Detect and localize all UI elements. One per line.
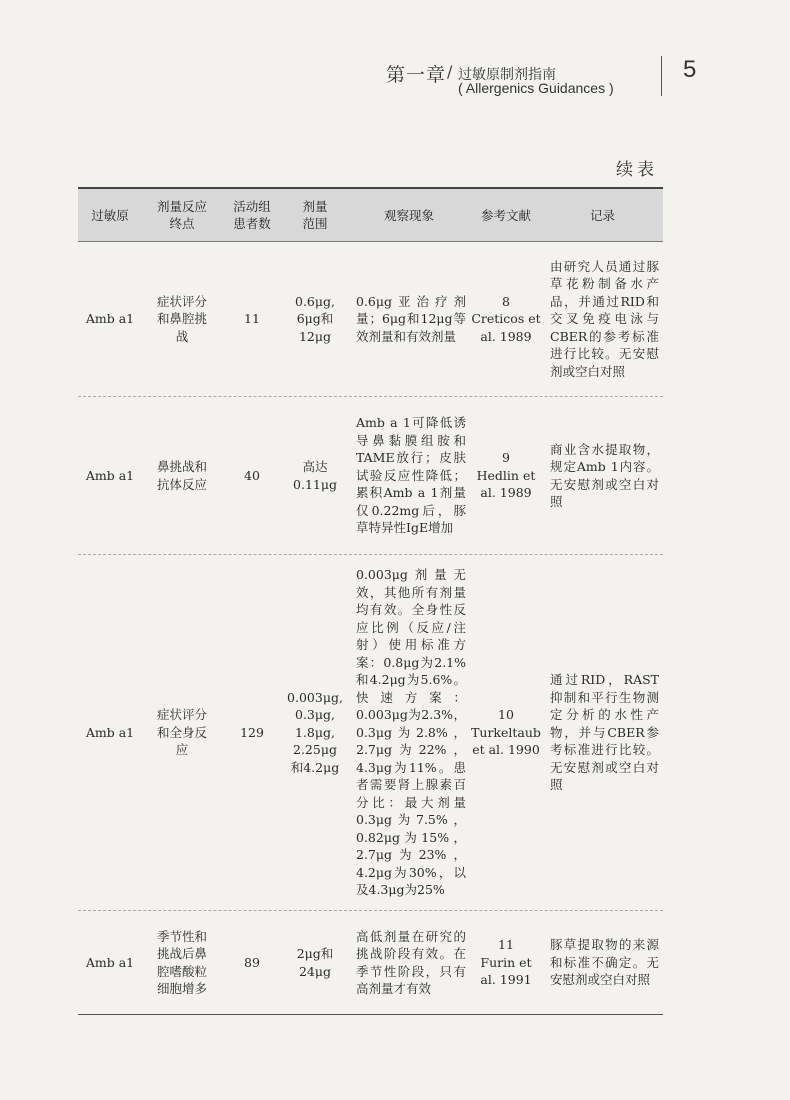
- table-row: [78, 555, 663, 911]
- cell-allergen: Amb a1: [85, 311, 135, 327]
- cell-patients: 89: [244, 954, 260, 970]
- cell-endpoint: 季节性和 挑战后鼻 腔嗜酸粒 细胞增多: [156, 928, 207, 996]
- cell-dose-range: 0.003μg, 0.3μg, 1.8μg, 2.25μg 和4.2μg: [287, 689, 343, 775]
- table-header: [78, 187, 663, 242]
- chapter-label: 第一章: [386, 64, 447, 86]
- col-header-dose-range: 剂量 范围: [302, 199, 328, 231]
- cell-observation: 0.6μg亚治疗剂量；6μg和12μg等效剂量和有效剂量: [356, 293, 466, 344]
- guide-title-cn: 过敏原制剂指南: [458, 67, 556, 83]
- cell-reference: 9 Hedlin et al. 1989: [476, 450, 536, 501]
- cell-notes: 通过RID，RAST抑制和平行生物测定分析的水性产物，并与CBER参考标准进行比较。无安慰剂或空白对照: [550, 672, 659, 793]
- cell-endpoint: 症状评分 和鼻腔挑 战: [156, 293, 207, 344]
- cell-observation: Amb a 1可降低诱导鼻黏膜组胺和TAME放行；皮肤试验反应性降低；累积Amb a 1剂量仅0.22mg后，豚草特异性IgE增加: [356, 415, 466, 536]
- col-header-patients: 活动组 患者数: [233, 199, 271, 231]
- continued-label: 续表: [616, 160, 658, 180]
- col-header-allergen: 过敏原: [91, 207, 129, 223]
- cell-patients: 129: [240, 724, 264, 740]
- cell-notes: 由研究人员通过豚草花粉制备水产品，并通过RID和交叉免疫电泳与CBER的参考标准进行比较。无安慰剂或空白对照: [550, 258, 659, 379]
- cell-dose-range: 0.6μg, 6μg和 12μg: [295, 293, 335, 344]
- cell-allergen: Amb a1: [85, 724, 135, 740]
- page-number: 5: [683, 56, 697, 83]
- cell-observation: 0.003μg剂量无效，其他所有剂量均有效。全身性反应比例（反应/注射）使用标准方案：0.8μg为2.1%和4.2μg为5.6%。快速方案：0.003μg为2.3%，0.3μg为2.8%，2.7μg为22%，4.3μg为11%。患者需要肾上腺素百分比：最大剂量0.3μg为7.5%，0.82μg为15%，2.7μg为23%，4.2μg为30%，以及4.3μg为25%: [356, 567, 466, 898]
- table-row: [78, 911, 663, 1015]
- cell-allergen: Amb a1: [85, 954, 135, 970]
- cell-endpoint: 症状评分 和全身反 应: [156, 707, 207, 758]
- cell-reference: 11 Furin et al. 1991: [480, 937, 532, 988]
- allergen-table: [78, 187, 663, 1015]
- table-row: [78, 397, 663, 555]
- table-row: [78, 242, 663, 397]
- cell-patients: 40: [244, 467, 260, 483]
- cell-notes: 豚草提取物的来源和标准不确定。无安慰剂或空白对照: [550, 937, 659, 988]
- running-header: [0, 52, 790, 102]
- cell-notes: 商业含水提取物，规定Amb 1内容。无安慰剂或空白对照: [550, 441, 659, 509]
- cell-observation: 高低剂量在研究的挑战阶段有效。在季节性阶段，只有高剂量才有效: [356, 928, 466, 996]
- col-header-reference: 参考文献: [480, 207, 531, 223]
- cell-dose-range: 2μg和 24μg: [296, 946, 334, 979]
- header-separator: /: [447, 62, 453, 81]
- col-header-notes: 记录: [589, 207, 615, 223]
- cell-reference: 10 Turkeltaub et al. 1990: [471, 707, 541, 758]
- guide-title-en: ( Allergenics Guidances ): [458, 80, 614, 96]
- cell-reference: 8 Creticos et al. 1989: [471, 293, 541, 344]
- cell-dose-range: 高达 0.11μg: [293, 459, 337, 492]
- header-divider: [661, 56, 662, 96]
- cell-allergen: Amb a1: [85, 467, 135, 483]
- cell-patients: 11: [244, 311, 260, 327]
- cell-endpoint: 鼻挑战和 抗体反应: [156, 459, 207, 492]
- col-header-endpoint: 剂量反应 终点: [156, 199, 207, 231]
- col-header-observation: 观察现象: [383, 207, 434, 223]
